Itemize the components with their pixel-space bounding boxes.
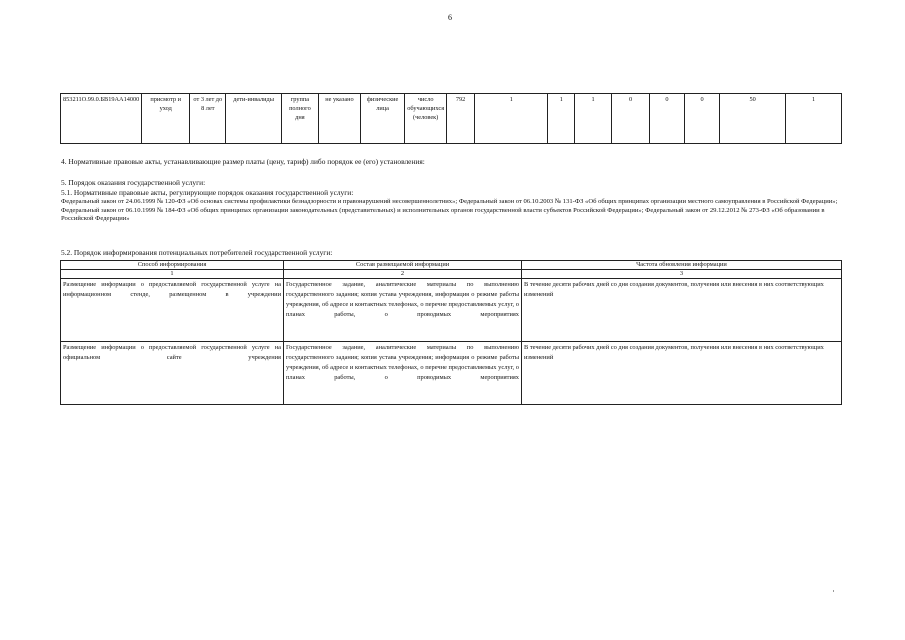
table-row <box>61 342 842 405</box>
information-order-table <box>60 260 842 405</box>
column-header: Способ информирования <box>61 261 284 270</box>
table-cell: 792 <box>447 94 475 144</box>
info-frequency-cell: В течение десяти рабочих дней со дня создания документов, получения или внесения в них соответствующих изменений <box>522 342 842 405</box>
info-content-cell: Государственное задание, аналитические материалы по выполнению государственного задания; копия устава учреждения; информация о режиме работы учреждения, об адресе и контактных телефонах, о перечне предоставляемых услуг, о планах работы, о проводимых мероприятиях <box>284 342 522 405</box>
table-cell: 853211О.99.0.БВ19АА14000 <box>61 94 142 144</box>
table-cell: от 3 лет до 8 лет <box>190 94 226 144</box>
section-5-heading: 5. Порядок оказания государственной услуги: <box>61 178 206 187</box>
info-frequency-cell: В течение десяти рабочих дней со дня создания документов, получения или внесения в них соответствующих изменений <box>522 279 842 342</box>
table-cell: не указано <box>319 94 361 144</box>
table-cell: 0 <box>649 94 684 144</box>
column-number: 3 <box>522 270 842 279</box>
column-number: 2 <box>284 270 522 279</box>
page-number: 6 <box>448 13 452 22</box>
table-number-row <box>61 270 842 279</box>
table-cell: 50 <box>720 94 786 144</box>
table-header-row <box>61 261 842 270</box>
scan-artifact <box>833 590 834 592</box>
column-header: Состав размещаемой информации <box>284 261 522 270</box>
table-cell: физические лица <box>360 94 404 144</box>
section-4-heading: 4. Нормативные правовые акты, устанавливающие размер платы (цену, тариф) либо порядок ее (его) установления: <box>61 157 425 166</box>
column-number: 1 <box>61 270 284 279</box>
quality-indicators-table <box>60 93 842 144</box>
section-5-2-heading: 5.2. Порядок информирования потенциальных потребителей государственной услуги: <box>61 248 333 257</box>
column-header: Частота обновления информации <box>522 261 842 270</box>
table-cell: 1 <box>475 94 548 144</box>
info-method-cell: Размещение информации о предоставляемой государственной услуге на информационном стенде, размещенном в учреждении <box>61 279 284 342</box>
table-cell: число обучающихся (человек) <box>405 94 447 144</box>
table-cell: группа полного дня <box>281 94 318 144</box>
table-cell: присмотр и уход <box>142 94 190 144</box>
table-row <box>61 94 842 144</box>
table-row <box>61 279 842 342</box>
table-cell: 0 <box>612 94 650 144</box>
table-cell: 1 <box>575 94 612 144</box>
section-5-1-heading: 5.1. Нормативные правовые акты, регулирующие порядок оказания государственной услуги: <box>61 188 354 197</box>
legal-acts-list: Федеральный закон от 24.06.1999 № 120-ФЗ «Об основах системы профилактики безнадзорности и правонарушений несовершеннолетних»; Федеральный закон от 06.10.2003 № 131-ФЗ «Об общих принципах организации местного самоуправления в Российской Федерации»; Федеральный закон от 06.10.1999 № 184-ФЗ «Об общих принципах организации законодательных (представительных) и исполнительных органов государственной власти субъектов Российской Федерации»; Федеральный закон от 29.12.2012 № 273-ФЗ «Об образовании в Российской Федерации» <box>61 198 838 223</box>
table-cell: дети-инвалиды <box>226 94 281 144</box>
info-method-cell: Размещение информации о предоставляемой государственной услуге на официальном сайте учреждения <box>61 342 284 405</box>
table-cell: 1 <box>548 94 575 144</box>
info-content-cell: Государственное задание, аналитические материалы по выполнению государственного задания; копия устава учреждения, информация о режиме работы учреждения, об адресе и контактных телефонах, о перечне предоставляемых услуг, о планах работы, о проводимых мероприятиях <box>284 279 522 342</box>
table-cell: 1 <box>786 94 842 144</box>
table-cell: 0 <box>685 94 720 144</box>
